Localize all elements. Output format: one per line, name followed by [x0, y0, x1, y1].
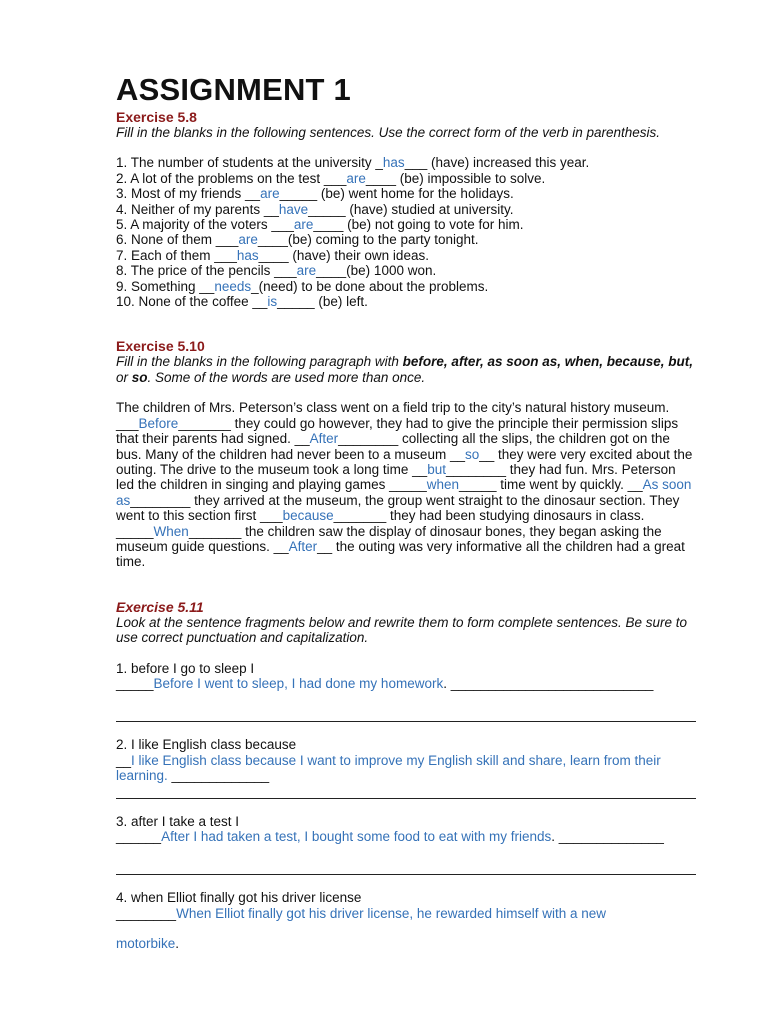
- paragraph-text: _______ they had been studying dinosaurs in class. _____: [116, 508, 645, 539]
- sentence-text: 9. Something __: [116, 278, 215, 294]
- answer-text: Before I went to sleep, I had done my homework: [153, 675, 444, 691]
- sentence-item: [116, 171, 696, 186]
- fragment-prompt: 2. I like English class because: [116, 737, 297, 753]
- paragraph-text: _______ they could go however, they had to give the principle their permission slips that their parents had signed. __: [116, 415, 679, 447]
- sentence-text: 10. None of the coffee __: [116, 294, 268, 310]
- sentence-item: [116, 263, 696, 278]
- answer-text: because: [282, 508, 334, 524]
- fragment-answer: [116, 906, 696, 921]
- sentence-item: [116, 232, 696, 247]
- exercise-heading: Exercise 5.11: [116, 598, 204, 615]
- answer-text: motorbike: [116, 936, 176, 952]
- answer-text: is: [267, 294, 278, 310]
- exercise-instruction: [116, 354, 696, 385]
- sentence-item: [116, 186, 696, 201]
- sentence-text: 7. Each of them ___: [116, 247, 237, 263]
- answer-text: As soon as: [116, 477, 692, 508]
- sentence-item: [116, 155, 696, 170]
- answer-text: are: [346, 170, 366, 186]
- sentence-item: [116, 279, 696, 294]
- paragraph-text: The children of Mrs. Peterson’s class went on a field trip to the city’s natural history museum. ___: [116, 400, 670, 431]
- sentence-text: _____ (have) studied at university.: [308, 201, 514, 217]
- sentence-item: [116, 217, 696, 232]
- answer-text: When Elliot finally got his driver license, he rewarded himself with a new: [176, 905, 607, 921]
- answer-text: has: [236, 247, 259, 263]
- answer-text: have: [278, 201, 309, 217]
- fragment-prompt: 3. after I take a test I: [116, 813, 240, 829]
- blank-line: . ___________________________: [443, 675, 654, 691]
- instruction-keywords: before, after, as soon as, when, because, but,: [402, 354, 694, 370]
- document-title: ASSIGNMENT 1: [116, 72, 351, 107]
- sentence-text: ____ (be) not going to vote for him.: [313, 217, 524, 233]
- sentence-text: 6. None of them ___: [116, 232, 239, 248]
- sentence-text: 8. The price of the pencils ___: [116, 263, 297, 279]
- sentence-item: [116, 248, 696, 263]
- sentence-text: 2. A lot of the problems on the test ___: [116, 170, 347, 186]
- exercise-heading: Exercise 5.10: [116, 338, 205, 355]
- sentence-item: [116, 202, 696, 217]
- sentence-text: _____ (be) went home for the holidays.: [279, 186, 514, 202]
- fragment-answer: [116, 676, 696, 691]
- answer-text: When: [153, 523, 189, 539]
- answer-text: when: [426, 477, 459, 493]
- fragment-answer: [116, 829, 696, 844]
- fragment-answer-continued: [116, 936, 696, 951]
- blank-line: ______: [116, 829, 162, 844]
- sentence-text: _(need) to be done about the problems.: [251, 278, 489, 294]
- fragment-answer: [116, 753, 696, 784]
- sentence-text: ____ (have) their own ideas.: [258, 247, 429, 263]
- exercise-5-8: [116, 110, 696, 309]
- paragraph-text: _______ the children saw the display of dinosaur bones, they began asking the museum guide questions. __: [116, 523, 662, 554]
- punctuation: .: [175, 936, 180, 952]
- fragment-prompt: 1. before I go to sleep I: [116, 660, 255, 676]
- exercise-instruction: Fill in the blanks in the following sentences. Use the correct form of the verb in parenthesis.: [116, 125, 661, 140]
- blank-line: _____________: [167, 768, 270, 784]
- exercise-5-10: [116, 339, 696, 569]
- answer-text: has: [382, 155, 405, 171]
- answer-text: I like English class because I want to improve my English skill and share, learn from their learning.: [116, 752, 661, 784]
- instruction-text: or: [116, 369, 132, 385]
- paragraph-text: ________ collecting all the slips, the children got on the bus. Many of the children had never been to a museum __: [116, 431, 670, 462]
- answer-text: are: [260, 186, 280, 202]
- blank-line: ________: [116, 905, 177, 921]
- sentence-text: 4. Neither of my parents __: [116, 201, 279, 217]
- sentence-text: ____(be) 1000 won.: [316, 263, 437, 279]
- answer-text: but: [427, 461, 446, 477]
- answer-text: Before: [138, 415, 179, 431]
- sentence-item: [116, 294, 696, 309]
- paragraph-text: ________ they had fun. Mrs. Peterson led the children in singing and playing games _____: [116, 461, 676, 493]
- fragment-prompt: 4. when Elliot finally got his driver license: [116, 890, 362, 906]
- sentence-text: _____ (be) left.: [277, 294, 368, 310]
- exercise-5-11: [116, 600, 696, 952]
- paragraph-text: _____ time went by quickly. __: [459, 477, 643, 493]
- paragraph-text: ________ they arrived at the museum, the group went straight to the dinosaur section. They went to this section first ___: [116, 492, 680, 524]
- sentence-list: [116, 155, 696, 309]
- blank-line: . ______________: [551, 829, 664, 844]
- answer-text: After I had taken a test, I bought some food to eat with my friends: [161, 829, 552, 844]
- answer-text: are: [293, 217, 314, 233]
- blank-line: _____: [116, 675, 154, 691]
- instruction-text: Fill in the blanks in the following paragraph with: [116, 354, 403, 370]
- instruction-text: . Some of the words are used more than once.: [147, 369, 426, 385]
- sentence-text: ___ (have) increased this year.: [404, 155, 590, 171]
- paragraph-text: __ the outing was very informative all the children had a great time.: [116, 538, 685, 570]
- sentence-text: 5. A majority of the voters ___: [116, 217, 294, 233]
- answer-text: so: [464, 446, 480, 462]
- sentence-text: ____(be) coming to the party tonight.: [257, 232, 479, 248]
- sentence-text: 3. Most of my friends __: [116, 186, 261, 202]
- exercise-instruction: Look at the sentence fragments below and rewrite them to form complete sentences. Be sure to use correct punctuation and capitalization.: [116, 614, 688, 646]
- fill-paragraph: [116, 400, 696, 569]
- answer-text: are: [238, 232, 258, 248]
- sentence-text: ____ (be) impossible to solve.: [365, 170, 546, 186]
- blank-line: __: [116, 752, 132, 768]
- exercise-heading: Exercise 5.8: [116, 109, 197, 125]
- answer-text: needs: [214, 278, 252, 294]
- document-page: [116, 70, 696, 952]
- instruction-keyword: so: [131, 369, 148, 385]
- answer-text: are: [296, 263, 317, 279]
- answer-text: After: [288, 538, 318, 554]
- paragraph-text: __ they were very excited about the outing. The drive to the museum took a long time __: [116, 446, 693, 477]
- answer-text: After: [309, 431, 339, 447]
- sentence-text: 1. The number of students at the university _: [116, 155, 383, 171]
